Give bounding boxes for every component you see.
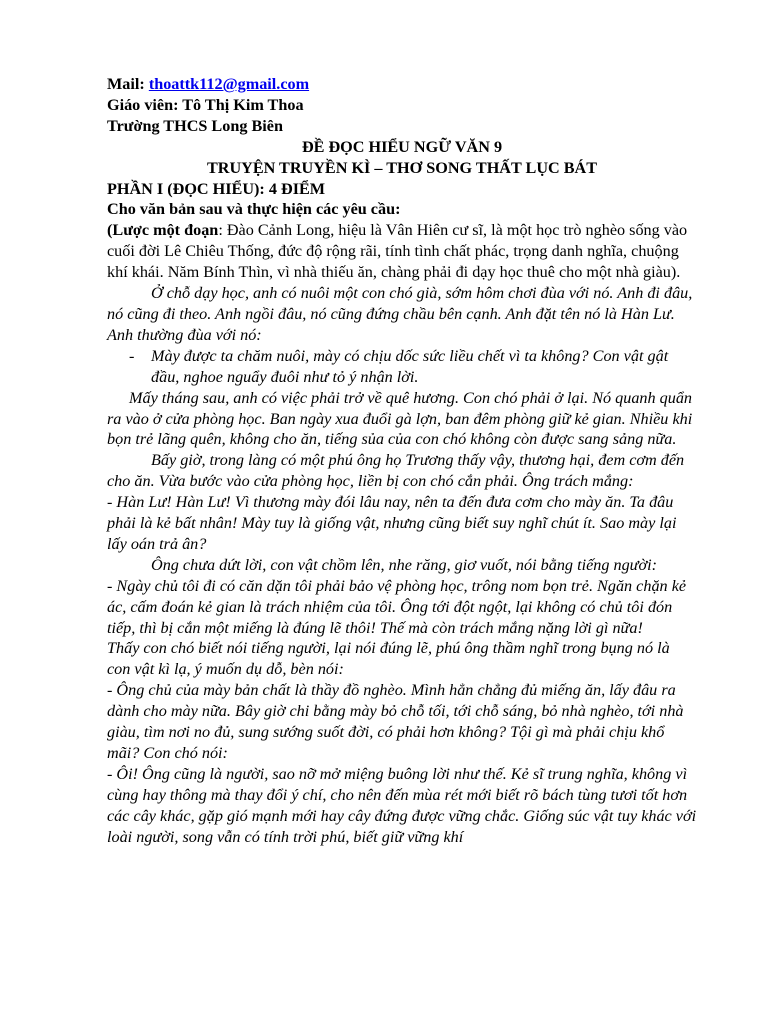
story-paragraph-2: Mấy tháng sau, anh có việc phải trở về quê hương. Con chó phải ở lại. Nó quanh quẩn ra vào ở cửa phòng học. Ban ngày xua đuổi gà lợn, ban đêm phòng giữ kẻ gian. Nhiều khi bọn trẻ lãng quên, không cho ăn, tiếng sủa của con chó không còn được sang sảng nữa. (107, 388, 693, 449)
story-paragraph-8: - Ông chủ của mày bản chất là thầy đồ nghèo. Mình hẳn chẳng đủ miếng ăn, lấy đâu ra dành cho mày nữa. Bây giờ chi bằng mày bỏ chỗ tối, tới chỗ sáng, bỏ nhà nghèo, tới nhà giàu, tìm nơi no đủ, sung sướng suốt đời, có phải hơn không? Tội gì mà phải chịu khổ mãi? Con chó nói: (107, 681, 684, 762)
dialogue-dash-item (107, 346, 697, 388)
story-paragraph-1: Ở chỗ dạy học, anh có nuôi một con chó già, sớm hôm chơi đùa với nó. Anh đi đâu, nó cũng đi theo. Anh ngồi đâu, nó cũng đứng chầu bên cạnh. Anh đặt tên nó là Hàn Lư. Anh thường đùa với nó: (107, 284, 693, 344)
story-paragraph-4: - Hàn Lư! Hàn Lư! Vì thương mày đói lâu nay, nên ta đến đưa cơm cho mày ăn. Ta đâu phải là kẻ bất nhân! Mày tuy là giống vật, nhưng cũng biết suy nghĩ chút ít. Sao mày lại lấy oán trả ân? (107, 493, 677, 553)
document-page (107, 74, 697, 848)
sub-title: TRUYỆN TRUYỀN KÌ – THƠ SONG THẤT LỤC BÁT (206, 158, 598, 177)
dash-item-text: Mày được ta chăm nuôi, mày có chịu dốc sức liều chết vì ta không? Con vật gật đầu, nghoe nguẩy đuôi như tỏ ý nhận lời. (151, 346, 669, 386)
main-title: ĐỀ ĐỌC HIỂU NGỮ VĂN 9 (301, 137, 503, 156)
story-paragraph-7: Thấy con chó biết nói tiếng người, lại nói đúng lẽ, phú ông thầm nghĩ trong bụng nó là con vật kì lạ, ý muốn dụ dỗ, bèn nói: (107, 639, 670, 679)
story-paragraph-5: Ông chưa dứt lời, con vật chồm lên, nhe răng, giơ vuốt, nói bằng tiếng người: (151, 555, 658, 574)
mail-label: Mail: (107, 75, 149, 93)
story-paragraph-6: - Ngày chủ tôi đi có căn dặn tôi phải bảo vệ phòng học, trông nom bọn trẻ. Ngăn chặn kẻ ác, cấm đoán kẻ gian là trách nhiệm của tôi. Ông tới đột ngột, lại không có chủ tôi đón tiếp, thì bị cắn một miếng là đúng lẽ thôi! Thế mà còn trách mắng nặng lời gì nữa! (107, 576, 687, 637)
story-paragraph-3: Bấy giờ, trong làng có một phú ông họ Trương thấy vậy, thương hại, đem cơm đến cho ăn. Vừa bước vào cửa phòng học, liền bị con chó cắn phải. Ông trách mắng: (107, 451, 685, 491)
mail-line (107, 74, 697, 95)
school-line: Trường THCS Long Biên (107, 116, 283, 135)
section-heading: PHẦN I (ĐỌC HIỂU): 4 ĐIỂM (107, 179, 326, 198)
story-paragraph-9: - Ôi! Ông cũng là người, sao nỡ mở miệng buông lời như thế. Kẻ sĩ trung nghĩa, không vì cùng hay thông mà thay đổi ý chí, cho nên đến mùa rét mới biết rõ bách tùng tươi tốt hơn các cây khác, gặp gió mạnh mới hay cây đứng được vững chắc. Giống súc vật tuy khác với loài người, song vẫn có tính trời phú, biết giữ vững khí (107, 764, 697, 846)
summary-text: : Đào Cảnh Long, hiệu là Vân Hiên cư sĩ, là một học trò nghèo sống vào cuối đời Lê Chiêu Thống, đức độ rộng rãi, tính tình chất phác, trọng danh nghĩa, chuộng khí khái. Năm Bính Thìn, vì nhà thiếu ăn, chàng phải đi dạy học thuê cho một nhà giàu). (107, 221, 688, 282)
summary-paragraph (107, 220, 697, 283)
dash-bullet: - (129, 346, 135, 365)
teacher-line: Giáo viên: Tô Thị Kim Thoa (107, 95, 304, 114)
section-instruction: Cho văn bản sau và thực hiện các yêu cầu: (107, 200, 401, 219)
summary-label: (Lược một đoạn (107, 221, 219, 240)
mail-link[interactable]: thoattk112@gmail.com (148, 75, 310, 93)
